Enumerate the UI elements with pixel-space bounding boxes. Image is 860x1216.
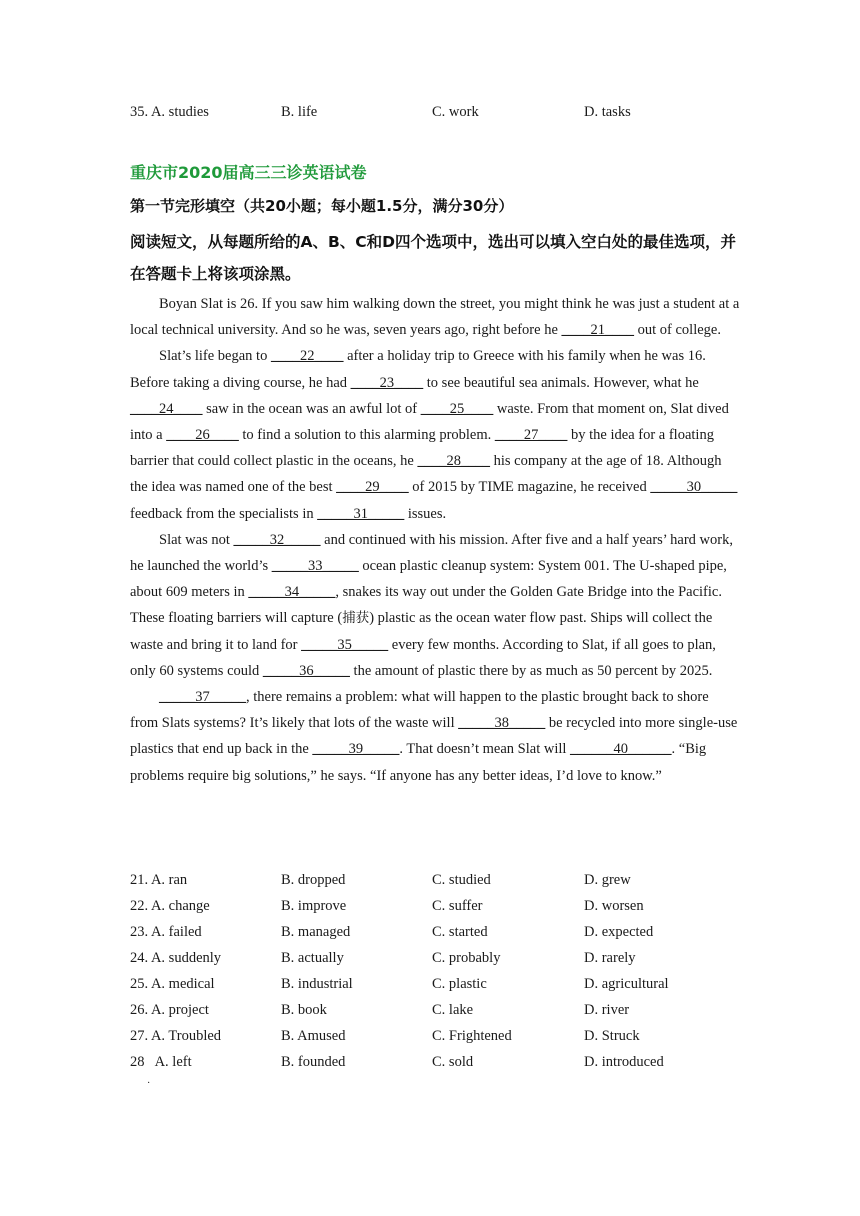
blank-21: ____21____ — [561, 322, 635, 339]
question-27-options — [130, 1028, 770, 1050]
passage-text: the amount of plastic there by as much as 50 percent by 2025. — [349, 662, 713, 679]
option-d: D. tasks — [584, 104, 631, 120]
passage-text: ocean plastic cleanup system: System 001. The U-shaped pipe, about 609 meters in — [130, 558, 727, 601]
blank-38: _____38_____ — [458, 715, 546, 732]
blank-30: _____30_____ — [650, 479, 738, 496]
option-d: D. Struck — [584, 1028, 640, 1044]
option-b: B. actually — [281, 950, 344, 966]
option-b: B. book — [281, 1002, 327, 1018]
option-d: D. agricultural — [584, 976, 669, 992]
blank-39: _____39_____ — [312, 741, 400, 758]
paragraph-1 — [130, 291, 740, 343]
passage-text: by the idea for a floating barrier that could collect plastic in the oceans, he — [130, 427, 714, 470]
blank-37: _____37_____ — [159, 689, 246, 706]
blank-22: ____22____ — [270, 348, 344, 365]
section-heading: 第一节完形填空（共20小题；每小题1.5分，满分30分） — [130, 197, 514, 215]
option-d: D. introduced — [584, 1054, 664, 1070]
option-d: D. river — [584, 1002, 630, 1018]
passage-text: saw in the ocean was an awful lot of — [202, 400, 421, 417]
option-a: 21. A. ran — [130, 872, 188, 888]
option-c: C. lake — [432, 1002, 474, 1018]
option-c: C. work — [432, 104, 479, 120]
option-b: B. managed — [281, 924, 351, 940]
option-a: 25. A. medical — [130, 976, 215, 992]
passage-text: . That doesn’t mean Slat will — [399, 741, 571, 758]
blank-35: _____35_____ — [301, 636, 389, 653]
passage-text: to find a solution to this alarming problem. — [238, 427, 495, 444]
option-b: B. improve — [281, 898, 347, 914]
option-b: B. life — [281, 104, 318, 120]
instructions: 阅读短文，从每题所给的A、B、C和D四个选项中，选出可以填入空白处的最佳选项，并在答题卡上将该项涂黑。 — [130, 233, 737, 283]
passage-text: out of college. — [634, 322, 721, 339]
option-b: B. Amused — [281, 1028, 346, 1044]
passage-text: , there remains a problem: what will happen to the plastic brought back to shore from Slats systems? It’s likely that lots of the waste will — [130, 689, 709, 732]
passage-text: Boyan Slat is 26. If you saw him walking down the street, you might think he was just a student at a local technical university. And so he was, seven years ago, right before he — [130, 296, 740, 339]
passage-text: Slat’s life began to — [159, 348, 271, 365]
option-c: C. Frightened — [432, 1028, 512, 1044]
paragraph-2 — [130, 343, 740, 526]
question-23-options — [130, 924, 770, 946]
blank-31: _____31_____ — [317, 505, 405, 522]
passage-text: and continued with his mission. After five and a half years’ hard work, he launched the world’s — [130, 531, 733, 575]
passage-text: to see beautiful sea animals. However, what he — [423, 374, 699, 391]
blank-36: _____36_____ — [262, 662, 350, 679]
passage-text: of 2015 by TIME magazine, he received — [408, 479, 651, 496]
passage-text: waste. From that moment on, Slat dived into a — [130, 400, 729, 444]
passage-text: every few months. According to Slat, if all goes to plan, only 60 systems could — [130, 636, 716, 679]
blank-28: ____28____ — [417, 453, 490, 470]
option-d: D. worsen — [584, 898, 644, 914]
option-b: B. industrial — [281, 976, 353, 992]
question-21-options — [130, 872, 770, 894]
question-35-options — [130, 104, 770, 126]
cloze-passage — [130, 291, 740, 789]
option-a: 28 A. left — [130, 1054, 192, 1070]
blank-29: ____29____ — [336, 479, 409, 496]
passage-text: issues. — [404, 505, 447, 522]
passage-text: be recycled into more single-use plastics that end up back in the — [130, 715, 738, 758]
blank-25: ____25____ — [420, 400, 494, 417]
stray-mark: · — [147, 1078, 151, 1089]
option-c: C. studied — [432, 872, 491, 888]
option-a: 24. A. suddenly — [130, 950, 222, 966]
option-a: 22. A. change — [130, 898, 210, 914]
option-d: D. rarely — [584, 950, 636, 966]
exam-title: 重庆市2020届高三三诊英语试卷 — [130, 163, 367, 182]
blank-40: ______40______ — [570, 741, 672, 758]
blank-26: ____26____ — [166, 427, 239, 444]
option-c: C. started — [432, 924, 488, 940]
question-22-options — [130, 898, 770, 920]
question-26-options — [130, 1002, 770, 1024]
passage-text: , snakes its way out under the Golden Gate Bridge into the Pacific. These floating barriers will capture ( — [130, 584, 722, 627]
blank-33: _____33_____ — [271, 558, 359, 575]
option-b: B. dropped — [281, 872, 346, 888]
option-a: 26. A. project — [130, 1002, 209, 1018]
blank-34: _____34_____ — [248, 584, 336, 601]
option-b: B. founded — [281, 1054, 346, 1070]
passage-text: ) plastic as the ocean water flow past. Ships will collect the waste and bring it to land for — [130, 610, 713, 653]
question-28-options — [130, 1054, 770, 1076]
question-24-options — [130, 950, 770, 972]
question-25-options — [130, 976, 770, 998]
paragraph-3 — [130, 527, 740, 684]
passage-text: Slat was not — [159, 531, 234, 548]
option-a: 23. A. failed — [130, 924, 202, 940]
option-c: C. suffer — [432, 898, 483, 914]
passage-text: feedback from the specialists in — [130, 505, 318, 522]
chinese-gloss: 捕获 — [342, 610, 370, 627]
blank-27: ____27____ — [494, 427, 568, 444]
option-a: 35. A. studies — [130, 104, 209, 120]
blank-23: ____23____ — [350, 374, 424, 391]
option-d: D. expected — [584, 924, 654, 940]
option-c: C. probably — [432, 950, 501, 966]
blank-24: ____24____ — [130, 400, 203, 417]
blank-32: _____32_____ — [233, 531, 321, 548]
passage-text: after a holiday trip to Greece with his family when he was 16. Before taking a diving course, he had — [130, 348, 706, 391]
option-d: D. grew — [584, 872, 631, 888]
option-c: C. plastic — [432, 976, 487, 992]
option-c: C. sold — [432, 1054, 474, 1070]
option-a: 27. A. Troubled — [130, 1028, 222, 1044]
passage-text: . “Big problems require big solutions,” he says. “If anyone has any better ideas, I’d love to know.” — [130, 741, 707, 784]
paragraph-4 — [130, 684, 740, 789]
passage-text: his company at the age of 18. Although the idea was named one of the best — [130, 453, 722, 496]
